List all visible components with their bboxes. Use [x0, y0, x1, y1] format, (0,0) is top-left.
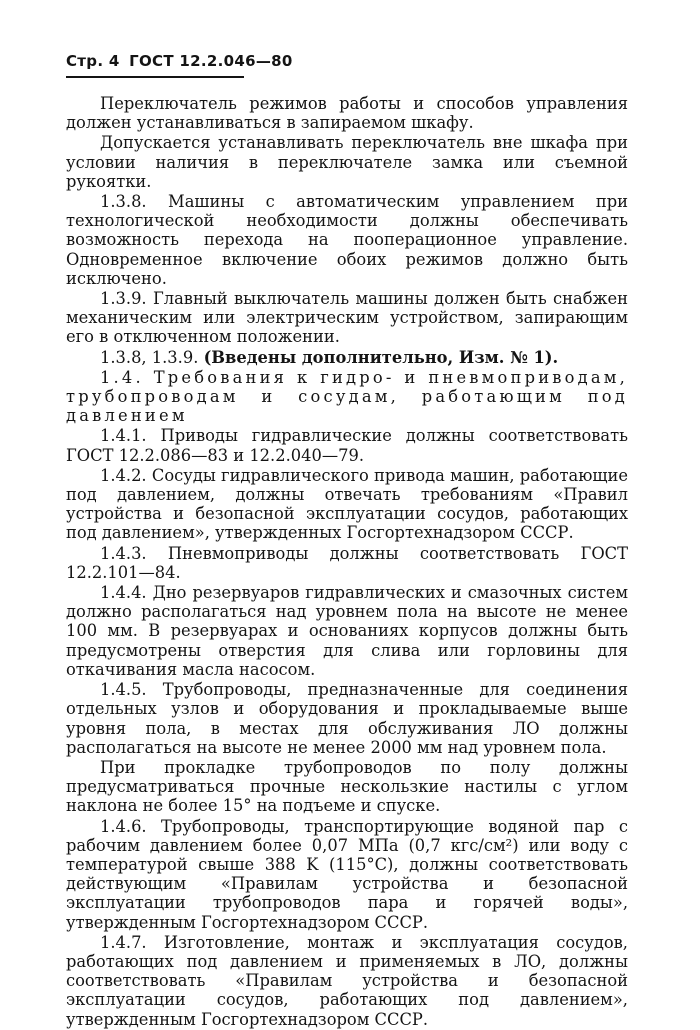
paragraph-floor-pipes: При прокладке трубопроводов по полу должны предусматриваться прочные нескользкие настилы с углом наклона не более 15° на подъеме и спуске.: [66, 757, 628, 816]
header-rule: [66, 76, 244, 78]
page-number-label: Стр. 4: [66, 52, 120, 70]
amendment-note: [66, 348, 628, 367]
clause-1-4-3: 1.4.3. Пневмоприводы должны соответствовать ГОСТ 12.2.101—84.: [66, 543, 628, 582]
paragraph-switch-cabinet: Переключатель режимов работы и способов управления должен устанавливаться в запираемом шкафу.: [66, 94, 628, 133]
clause-1-4-6: 1.4.6. Трубопроводы, транспортирующие водяной пар с рабочим давлением более 0,07 МПа (0,7 кгс/см²) или воду с температурой свыше 388 K (115°C), должны соответствовать действующим «Правилам устройства и безопасной эксплуатации трубопроводов пара и горячей воды», утвержденным Госгортехнадзором СССР.: [66, 816, 628, 932]
clause-1-4-1: 1.4.1. Приводы гидравлические должны соответствовать ГОСТ 12.2.086—83 и 12.2.040—79.: [66, 426, 628, 465]
clause-1-4-2: 1.4.2. Сосуды гидравлического привода машин, работающие под давлением, должны отвечать требованиям «Правил устройства и безопасной эксплуатации сосудов, работающих под давлением», утвержденных Госгортехнадзором СССР.: [66, 465, 628, 543]
amendment-clauses: 1.3.8, 1.3.9.: [100, 347, 204, 367]
section-heading-1-4: 1.4. Требования к гидро- и пневмоприводам, трубопроводам и сосудам, работающим под давлением: [66, 367, 628, 426]
clause-1-4-5: 1.4.5. Трубопроводы, предназначенные для соединения отдельных узлов и оборудования и прокладываемые выше уровня пола, в местах для обслуживания ЛО должны располагаться на высоте не менее 2000 мм над уровнем пола.: [66, 680, 628, 757]
clause-1-3-9: 1.3.9. Главный выключатель машины должен быть снабжен механическим или электрическим устройством, запирающим его в отключенном положении.: [66, 289, 628, 347]
standard-designation: ГОСТ 12.2.046—80: [129, 52, 293, 70]
amendment-text: (Введены дополнительно, Изм. № 1).: [203, 347, 559, 367]
clause-1-4-7: 1.4.7. Изготовление, монтаж и эксплуатация сосудов, работающих под давлением и применяемых в ЛО, должны соответствовать «Правилам устройства и безопасной эксплуатации сосудов, работающих под давлением», утвержденным Госгортехнадзором СССР.: [66, 932, 628, 1029]
running-header: [66, 52, 293, 70]
clause-1-4-4: 1.4.4. Дно резервуаров гидравлических и смазочных систем должно располагаться над уровнем пола на высоте не менее 100 мм. В резервуарах и основаниях корпусов должны быть предусмотрены отверстия для слива или горловины для откачивания масла насосом.: [66, 583, 628, 679]
document-body: [66, 94, 628, 1030]
paragraph-switch-outside: Допускается устанавливать переключатель вне шкафа при условии наличия в переключателе замка или съемной рукоятки.: [66, 133, 628, 191]
clause-1-3-8: 1.3.8. Машины с автоматическим управлением при технологической необходимости должны обеспечивать возможность перехода на пооперационное управление. Одновременное включение обоих режимов должно быть исключено.: [66, 192, 628, 288]
